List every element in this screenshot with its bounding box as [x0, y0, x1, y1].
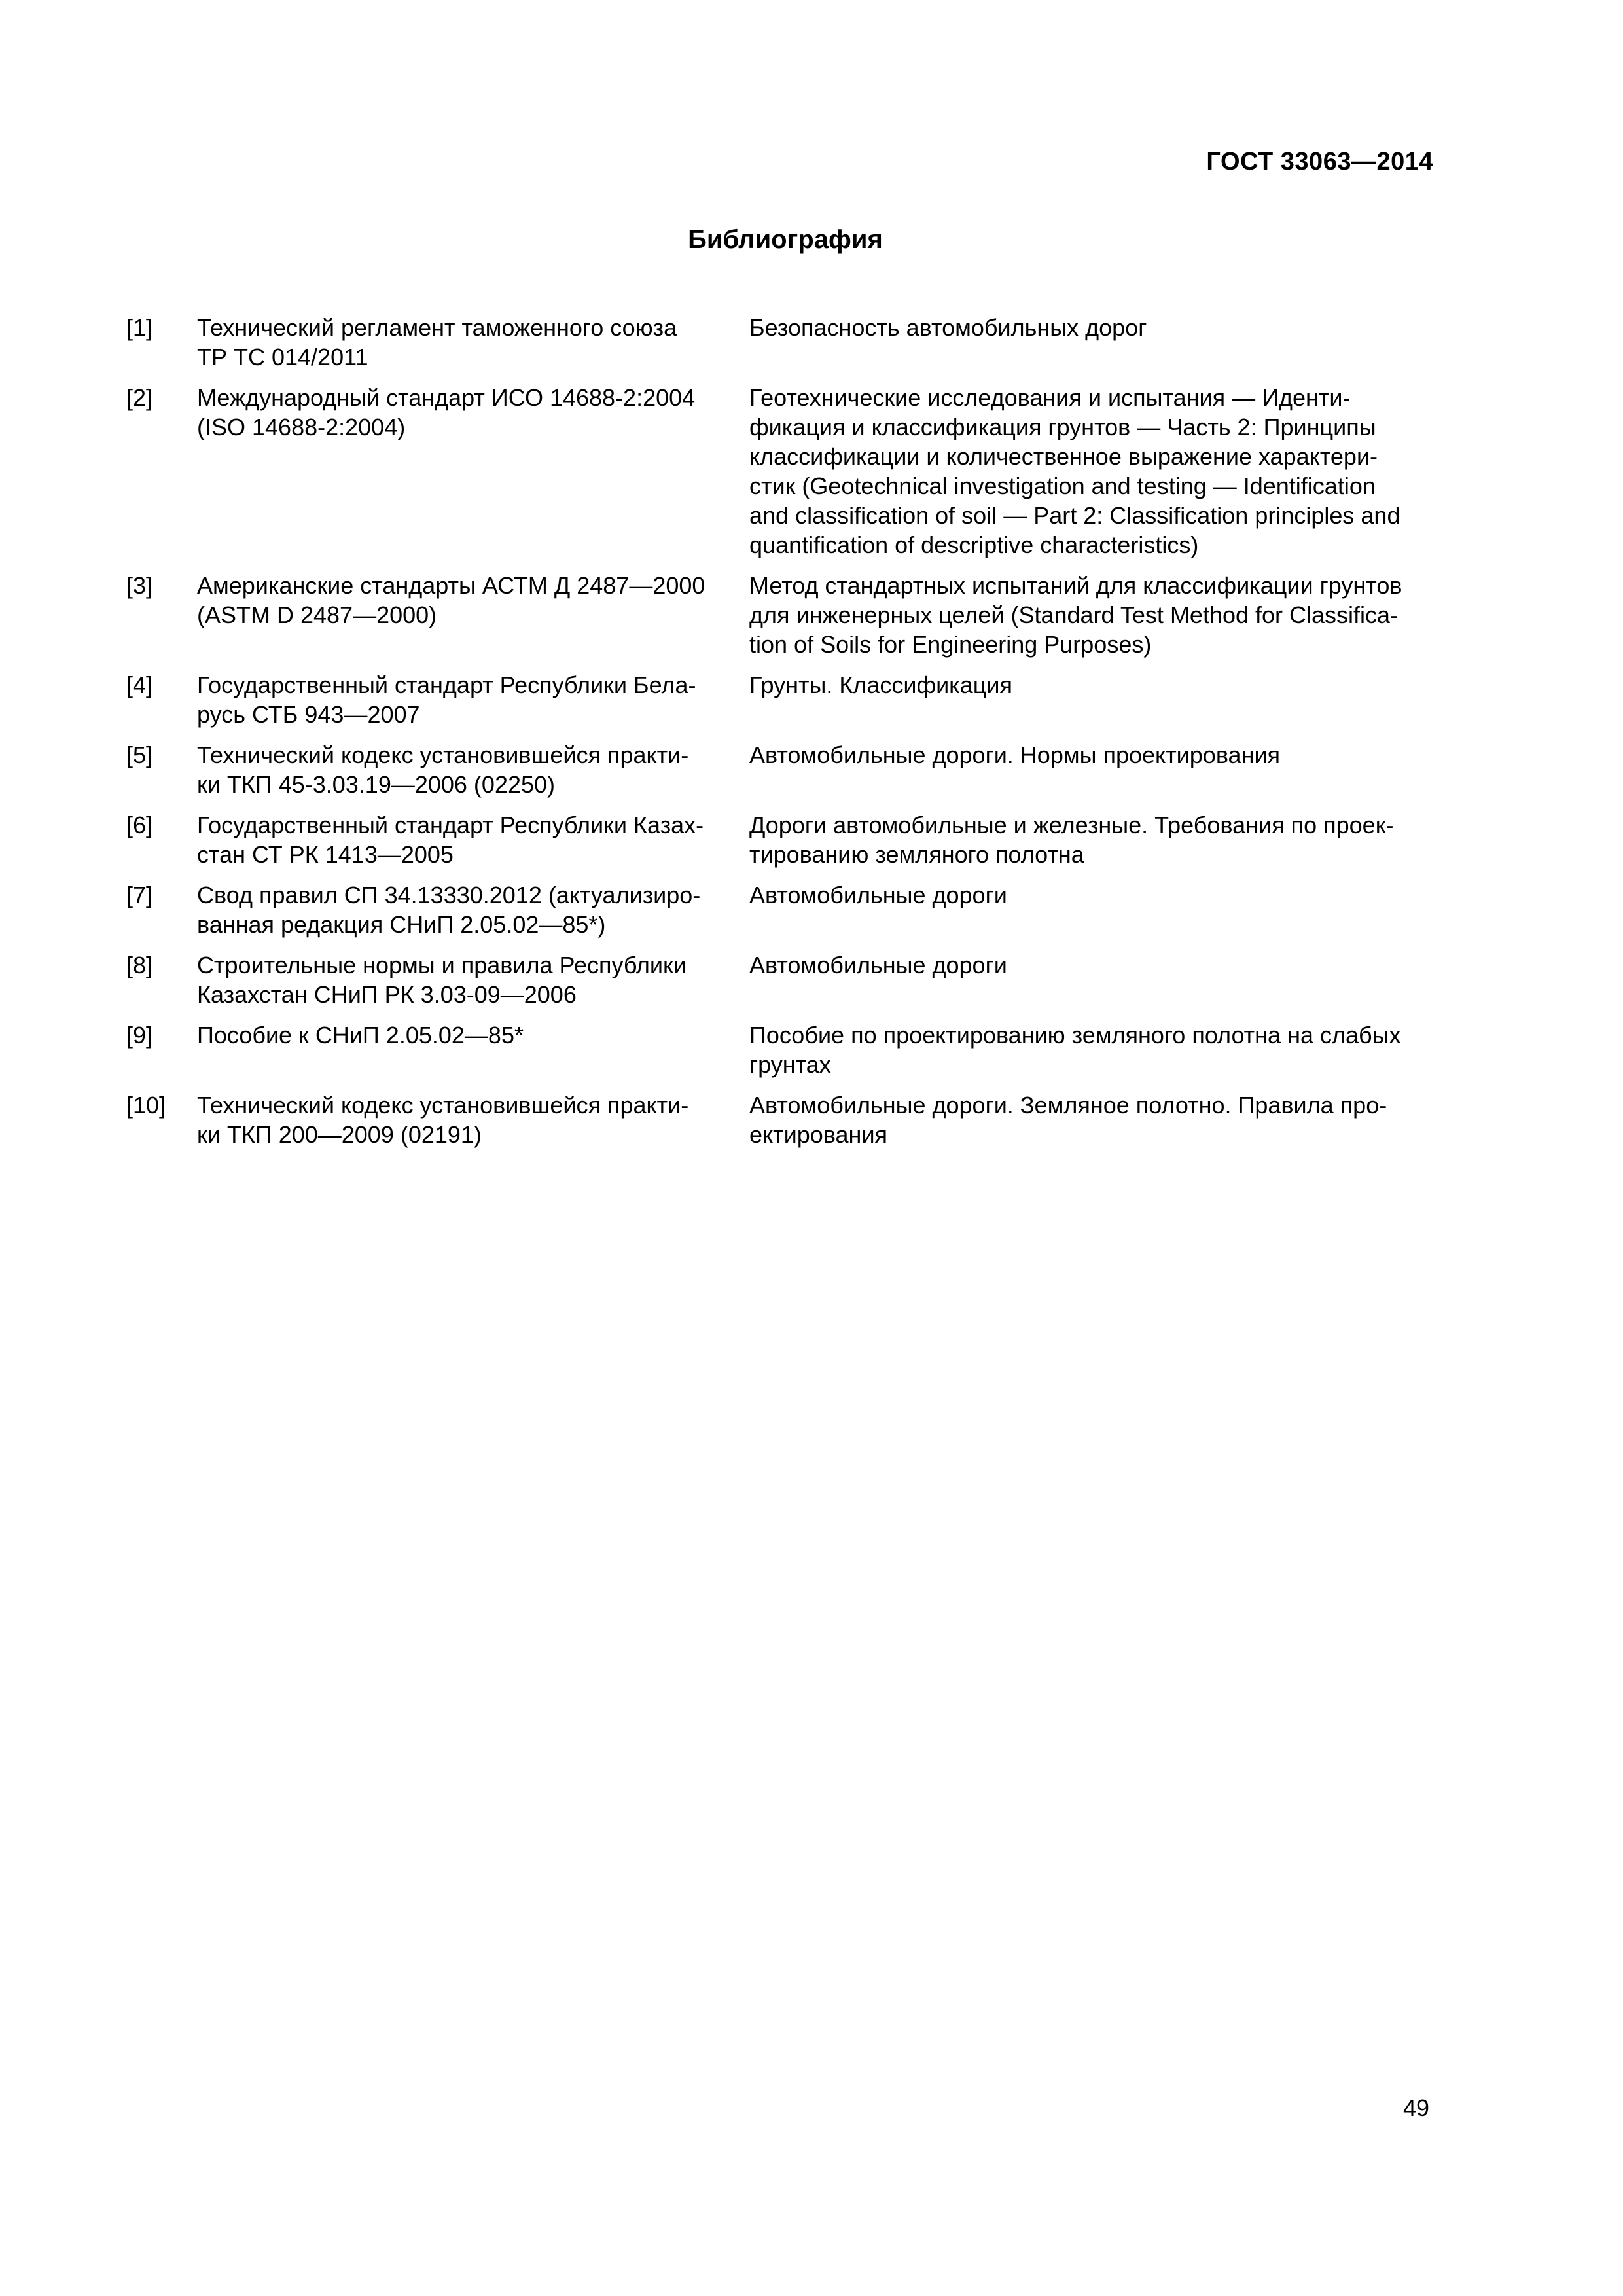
bibliography-entry [126, 880, 1435, 939]
entry-reference: Государственный стандарт Республики Бела- русь СТБ 943—2007 [197, 672, 696, 728]
entry-title: Метод стандартных испытаний для классификации грунтов для инженерных целей (Standard Test Method for Classifica- tion of Soils for Engineering Purposes) [749, 572, 1402, 658]
bibliography-entry [126, 383, 1435, 560]
entry-title: Безопасность автомобильных дорог [749, 314, 1147, 341]
bibliography-entry [126, 950, 1435, 1009]
bibliography-entry [126, 670, 1435, 729]
entry-number: [1] [126, 314, 153, 341]
page-title: Библиография [688, 225, 883, 254]
entry-reference: Государственный стандарт Республики Казах- стан СТ РК 1413—2005 [197, 812, 704, 868]
entry-number: [6] [126, 812, 153, 838]
bibliography-entry [126, 740, 1435, 799]
bibliography-entry [126, 313, 1435, 372]
entry-number: [4] [126, 672, 153, 698]
entry-title: Автомобильные дороги. Земляное полотно. Правила про- ектирования [749, 1092, 1387, 1148]
entry-number: [8] [126, 952, 153, 978]
entry-number: [10] [126, 1092, 166, 1119]
entry-number: [9] [126, 1022, 153, 1049]
entry-title: Геотехнические исследования и испытания — Иденти- фикация и классификация грунтов — Часть 2: Принципы классификации и количественное выражение характери- стик (Geotechnical investigation and testing — Identification and classification of soil — Part 2: Classification principles and quantification of descriptive characteristics) [749, 384, 1400, 558]
entry-reference: Технический кодекс установившейся практи- ки ТКП 200—2009 (02191) [197, 1092, 689, 1148]
entry-title: Автомобильные дороги. Нормы проектирования [749, 742, 1281, 768]
entry-number: [7] [126, 882, 153, 908]
entry-reference: Технический кодекс установившейся практи- ки ТКП 45-3.03.19—2006 (02250) [197, 742, 689, 798]
bibliography-entry [126, 810, 1435, 869]
entry-reference: Американские стандарты АСТМ Д 2487—2000 (ASTM D 2487—2000) [197, 572, 705, 628]
entry-reference: Строительные нормы и правила Республики Казахстан СНиП РК 3.03-09—2006 [197, 952, 687, 1008]
bibliography-entry [126, 571, 1435, 659]
entry-number: [2] [126, 384, 153, 411]
entry-title: Дороги автомобильные и железные. Требования по проек- тированию земляного полотна [749, 812, 1394, 868]
document-code-header: ГОСТ 33063—2014 [1206, 148, 1433, 175]
entry-reference: Международный стандарт ИСО 14688-2:2004 (ISO 14688-2:2004) [197, 384, 696, 440]
entry-title: Автомобильные дороги [749, 952, 1007, 978]
entry-title: Пособие по проектированию земляного полотна на слабых грунтах [749, 1022, 1401, 1078]
entry-title: Грунты. Классификация [749, 672, 1012, 698]
bibliography-entry [126, 1020, 1435, 1079]
bibliography-list [126, 313, 1435, 1160]
entry-title: Автомобильные дороги [749, 882, 1007, 908]
entry-number: [5] [126, 742, 153, 768]
entry-reference: Пособие к СНиП 2.05.02—85* [197, 1022, 524, 1049]
page-number: 49 [1402, 2094, 1429, 2121]
entry-number: [3] [126, 572, 153, 599]
entry-reference: Свод правил СП 34.13330.2012 (актуализиро- ванная редакция СНиП 2.05.02—85*) [197, 882, 701, 938]
entry-reference: Технический регламент таможенного союза ТР ТС 014/2011 [197, 314, 677, 370]
bibliography-entry [126, 1090, 1435, 1149]
